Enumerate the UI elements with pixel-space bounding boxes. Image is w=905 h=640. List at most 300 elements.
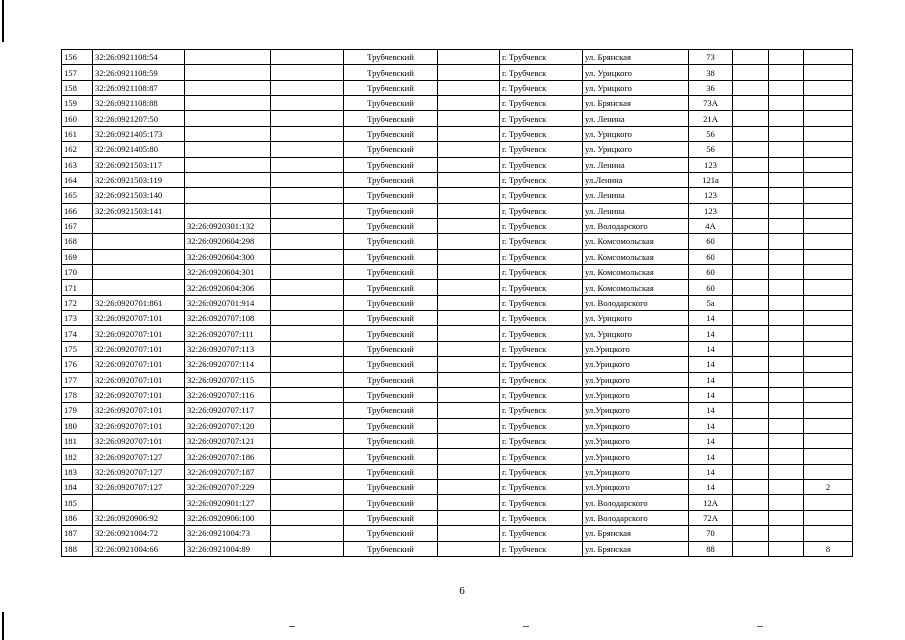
cell-cadastral-number-parcel: [93, 249, 185, 264]
cell-cadastral-number-parcel: 32:26:0920707:101: [93, 357, 185, 372]
cell-locality: г. Трубчевск: [500, 372, 583, 387]
cell-empty-column: [271, 65, 344, 80]
table-row: [62, 96, 853, 111]
table-row: [62, 526, 853, 541]
cell-extra-column-2: [769, 418, 804, 433]
cell-extra-column-3: [804, 111, 853, 126]
cell-empty-column: [271, 510, 344, 525]
cell-extra-column-3: [804, 295, 853, 310]
cell-empty-column: [271, 372, 344, 387]
cell-cadastral-number-parcel: 32:26:0920707:101: [93, 326, 185, 341]
cell-extra-column-2: [769, 449, 804, 464]
cell-extra-column-3: [804, 311, 853, 326]
cell-empty-column-2: [438, 480, 500, 495]
table-body: [62, 50, 853, 557]
cell-locality: г. Трубчевск: [500, 157, 583, 172]
cell-locality: г. Трубчевск: [500, 387, 583, 402]
cell-extra-column-3: 8: [804, 541, 853, 556]
cell-cadastral-number-building: 32:26:0920707:114: [185, 357, 271, 372]
scan-artifact: [523, 626, 529, 627]
cell-house-number: 14: [689, 341, 733, 356]
cell-empty-column: [271, 249, 344, 264]
cell-cadastral-number-parcel: 32:26:0921503:140: [93, 188, 185, 203]
cell-locality: г. Трубчевск: [500, 526, 583, 541]
table-row: [62, 126, 853, 141]
cell-street: ул. Ленина: [583, 111, 689, 126]
cell-extra-column-2: [769, 387, 804, 402]
cell-empty-column: [271, 111, 344, 126]
cell-extra-column-3: [804, 50, 853, 65]
cell-extra-column-2: [769, 280, 804, 295]
cell-street: ул.Урицкого: [583, 372, 689, 387]
cell-house-number: 5а: [689, 295, 733, 310]
cell-street: ул.Урицкого: [583, 433, 689, 448]
cell-empty-column: [271, 50, 344, 65]
cell-extra-column-2: [769, 80, 804, 95]
cell-house-number: 56: [689, 126, 733, 141]
cell-cadastral-number-parcel: 32:26:0921503:117: [93, 157, 185, 172]
cell-district: Трубчевский: [344, 510, 438, 525]
cell-extra-column-1: [733, 96, 769, 111]
cell-cadastral-number-building: 32:26:0920301:132: [185, 218, 271, 233]
table-row: [62, 80, 853, 95]
cell-empty-column-2: [438, 80, 500, 95]
cell-extra-column-2: [769, 172, 804, 187]
cell-empty-column-2: [438, 464, 500, 479]
cell-street: ул. Володарского: [583, 510, 689, 525]
cell-row-number: 161: [62, 126, 93, 141]
cell-locality: г. Трубчевск: [500, 433, 583, 448]
cell-extra-column-1: [733, 311, 769, 326]
cell-cadastral-number-parcel: 32:26:0921108:88: [93, 96, 185, 111]
cell-cadastral-number-building: 32:26:0920707:117: [185, 403, 271, 418]
cell-cadastral-number-building: [185, 96, 271, 111]
cell-extra-column-1: [733, 326, 769, 341]
cell-locality: г. Трубчевск: [500, 203, 583, 218]
cell-extra-column-1: [733, 234, 769, 249]
cell-row-number: 183: [62, 464, 93, 479]
cell-street: ул. Ленина: [583, 203, 689, 218]
cell-empty-column-2: [438, 96, 500, 111]
cell-house-number: 88: [689, 541, 733, 556]
cell-empty-column-2: [438, 218, 500, 233]
cell-extra-column-3: [804, 265, 853, 280]
cell-empty-column-2: [438, 449, 500, 464]
cell-cadastral-number-building: [185, 80, 271, 95]
cell-cadastral-number-parcel: 32:26:0920707:101: [93, 311, 185, 326]
cell-extra-column-3: [804, 387, 853, 402]
cell-cadastral-number-building: 32:26:0920604:301: [185, 265, 271, 280]
cell-empty-column: [271, 464, 344, 479]
cell-street: ул. Урицкого: [583, 311, 689, 326]
page-number: 6: [459, 585, 465, 597]
cell-extra-column-2: [769, 218, 804, 233]
cell-extra-column-2: [769, 157, 804, 172]
cell-house-number: 73: [689, 50, 733, 65]
cell-cadastral-number-building: 32:26:0920604:300: [185, 249, 271, 264]
cell-street: ул.Урицкого: [583, 464, 689, 479]
cell-extra-column-1: [733, 495, 769, 510]
cell-row-number: 184: [62, 480, 93, 495]
cell-locality: г. Трубчевск: [500, 311, 583, 326]
cell-empty-column-2: [438, 357, 500, 372]
cell-empty-column-2: [438, 50, 500, 65]
cell-empty-column: [271, 541, 344, 556]
cell-district: Трубчевский: [344, 50, 438, 65]
cell-empty-column: [271, 188, 344, 203]
cell-locality: г. Трубчевск: [500, 449, 583, 464]
cell-empty-column: [271, 218, 344, 233]
cell-cadastral-number-building: [185, 50, 271, 65]
cell-cadastral-number-building: 32:26:0920707:113: [185, 341, 271, 356]
cell-locality: г. Трубчевск: [500, 418, 583, 433]
cell-extra-column-3: [804, 341, 853, 356]
table-row: [62, 188, 853, 203]
cell-empty-column-2: [438, 372, 500, 387]
cell-empty-column-2: [438, 249, 500, 264]
cell-extra-column-3: [804, 142, 853, 157]
cell-extra-column-1: [733, 480, 769, 495]
cell-extra-column-3: [804, 188, 853, 203]
cell-extra-column-3: [804, 234, 853, 249]
cell-house-number: 14: [689, 418, 733, 433]
cell-extra-column-3: [804, 326, 853, 341]
cell-district: Трубчевский: [344, 326, 438, 341]
cell-empty-column-2: [438, 111, 500, 126]
cell-empty-column: [271, 203, 344, 218]
cell-district: Трубчевский: [344, 234, 438, 249]
cell-empty-column-2: [438, 495, 500, 510]
table-row: [62, 311, 853, 326]
cell-extra-column-1: [733, 464, 769, 479]
cell-row-number: 174: [62, 326, 93, 341]
cell-row-number: 179: [62, 403, 93, 418]
cell-street: ул. Урицкого: [583, 126, 689, 141]
cell-house-number: 14: [689, 403, 733, 418]
cell-row-number: 177: [62, 372, 93, 387]
cell-locality: г. Трубчевск: [500, 495, 583, 510]
table-row: [62, 480, 853, 495]
cell-house-number: 72А: [689, 510, 733, 525]
cell-cadastral-number-parcel: 32:26:0921108:59: [93, 65, 185, 80]
cell-district: Трубчевский: [344, 249, 438, 264]
cell-empty-column-2: [438, 203, 500, 218]
cell-row-number: 164: [62, 172, 93, 187]
cell-locality: г. Трубчевск: [500, 357, 583, 372]
cell-cadastral-number-building: 32:26:0920701:914: [185, 295, 271, 310]
cell-street: ул. Володарского: [583, 295, 689, 310]
cell-row-number: 175: [62, 341, 93, 356]
cell-house-number: 123: [689, 157, 733, 172]
cell-extra-column-2: [769, 295, 804, 310]
cell-extra-column-3: 2: [804, 480, 853, 495]
cell-extra-column-3: [804, 157, 853, 172]
cell-extra-column-1: [733, 526, 769, 541]
cell-house-number: 14: [689, 372, 733, 387]
cell-cadastral-number-building: 32:26:0920604:306: [185, 280, 271, 295]
cell-empty-column-2: [438, 311, 500, 326]
cell-cadastral-number-building: 32:26:0920707:108: [185, 311, 271, 326]
cell-row-number: 160: [62, 111, 93, 126]
cell-empty-column-2: [438, 265, 500, 280]
cell-extra-column-3: [804, 464, 853, 479]
cell-row-number: 185: [62, 495, 93, 510]
cell-cadastral-number-building: 32:26:0921004:89: [185, 541, 271, 556]
cell-extra-column-2: [769, 126, 804, 141]
cell-extra-column-1: [733, 295, 769, 310]
cell-street: ул. Брянская: [583, 50, 689, 65]
cell-row-number: 165: [62, 188, 93, 203]
cell-house-number: 14: [689, 480, 733, 495]
cell-extra-column-2: [769, 311, 804, 326]
cell-empty-column-2: [438, 126, 500, 141]
cell-cadastral-number-building: [185, 111, 271, 126]
table-row: [62, 495, 853, 510]
cell-extra-column-3: [804, 433, 853, 448]
cell-street: ул. Ленина: [583, 188, 689, 203]
table-row: [62, 280, 853, 295]
cell-extra-column-1: [733, 218, 769, 233]
cell-cadastral-number-parcel: 32:26:0921405:80: [93, 142, 185, 157]
cell-locality: г. Трубчевск: [500, 111, 583, 126]
cell-cadastral-number-building: 32:26:0920707:187: [185, 464, 271, 479]
cell-extra-column-3: [804, 280, 853, 295]
cell-cadastral-number-parcel: 32:26:0921503:119: [93, 172, 185, 187]
cell-empty-column: [271, 80, 344, 95]
cell-cadastral-number-parcel: 32:26:0921503:141: [93, 203, 185, 218]
cell-cadastral-number-parcel: 32:26:0921207:50: [93, 111, 185, 126]
cell-cadastral-number-parcel: 32:26:0920707:127: [93, 464, 185, 479]
cell-empty-column-2: [438, 403, 500, 418]
cell-cadastral-number-building: 32:26:0920707:186: [185, 449, 271, 464]
cell-extra-column-1: [733, 433, 769, 448]
table-row: [62, 372, 853, 387]
cell-extra-column-1: [733, 418, 769, 433]
cell-district: Трубчевский: [344, 311, 438, 326]
cell-district: Трубчевский: [344, 449, 438, 464]
cell-district: Трубчевский: [344, 111, 438, 126]
cell-cadastral-number-building: [185, 142, 271, 157]
table-row: [62, 295, 853, 310]
cell-empty-column: [271, 403, 344, 418]
cell-cadastral-number-building: 32:26:0921004:73: [185, 526, 271, 541]
table-row: [62, 249, 853, 264]
cell-empty-column-2: [438, 387, 500, 402]
cell-extra-column-1: [733, 280, 769, 295]
cell-empty-column: [271, 280, 344, 295]
cell-cadastral-number-parcel: 32:26:0920707:101: [93, 341, 185, 356]
cell-cadastral-number-parcel: [93, 495, 185, 510]
cell-empty-column-2: [438, 433, 500, 448]
cell-cadastral-number-parcel: 32:26:0920707:101: [93, 418, 185, 433]
cell-extra-column-2: [769, 265, 804, 280]
cell-extra-column-3: [804, 372, 853, 387]
table-row: [62, 341, 853, 356]
cell-street: ул. Комсомольская: [583, 249, 689, 264]
cell-extra-column-2: [769, 372, 804, 387]
cell-extra-column-2: [769, 234, 804, 249]
cell-district: Трубчевский: [344, 357, 438, 372]
cell-empty-column-2: [438, 65, 500, 80]
cell-row-number: 171: [62, 280, 93, 295]
cell-row-number: 157: [62, 65, 93, 80]
cell-row-number: 168: [62, 234, 93, 249]
cell-cadastral-number-building: 32:26:0920906:100: [185, 510, 271, 525]
cell-empty-column-2: [438, 157, 500, 172]
cell-street: ул.Урицкого: [583, 403, 689, 418]
table-row: [62, 433, 853, 448]
cell-extra-column-1: [733, 403, 769, 418]
cell-empty-column: [271, 96, 344, 111]
cell-street: ул. Комсомольская: [583, 280, 689, 295]
cell-district: Трубчевский: [344, 480, 438, 495]
cell-locality: г. Трубчевск: [500, 541, 583, 556]
cell-cadastral-number-parcel: 32:26:0920701:861: [93, 295, 185, 310]
table-row: [62, 111, 853, 126]
cell-district: Трубчевский: [344, 265, 438, 280]
cell-street: ул.Ленина: [583, 172, 689, 187]
cell-extra-column-3: [804, 65, 853, 80]
cell-extra-column-1: [733, 142, 769, 157]
cell-locality: г. Трубчевск: [500, 265, 583, 280]
cell-row-number: 156: [62, 50, 93, 65]
cell-locality: г. Трубчевск: [500, 403, 583, 418]
cell-empty-column: [271, 265, 344, 280]
scan-artifact: [757, 626, 763, 627]
cell-extra-column-3: [804, 403, 853, 418]
cell-cadastral-number-building: [185, 157, 271, 172]
cell-street: ул. Володарского: [583, 218, 689, 233]
cell-extra-column-1: [733, 50, 769, 65]
cell-extra-column-3: [804, 449, 853, 464]
cell-street: ул. Урицкого: [583, 65, 689, 80]
cell-street: ул. Комсомольская: [583, 265, 689, 280]
table-row: [62, 218, 853, 233]
cell-house-number: 36: [689, 80, 733, 95]
cell-empty-column: [271, 311, 344, 326]
cell-extra-column-2: [769, 526, 804, 541]
cell-locality: г. Трубчевск: [500, 510, 583, 525]
table-row: [62, 157, 853, 172]
cell-district: Трубчевский: [344, 65, 438, 80]
cell-extra-column-2: [769, 111, 804, 126]
cell-extra-column-3: [804, 249, 853, 264]
cell-extra-column-1: [733, 157, 769, 172]
cell-extra-column-2: [769, 541, 804, 556]
cell-street: ул.Урицкого: [583, 480, 689, 495]
cell-extra-column-1: [733, 357, 769, 372]
cell-row-number: 187: [62, 526, 93, 541]
cell-house-number: 70: [689, 526, 733, 541]
cell-cadastral-number-parcel: [93, 218, 185, 233]
cell-cadastral-number-parcel: 32:26:0920707:127: [93, 480, 185, 495]
cell-empty-column-2: [438, 326, 500, 341]
cell-district: Трубчевский: [344, 280, 438, 295]
cell-house-number: 21А: [689, 111, 733, 126]
table-row: [62, 326, 853, 341]
cell-house-number: 60: [689, 265, 733, 280]
cell-extra-column-2: [769, 341, 804, 356]
cell-cadastral-number-parcel: [93, 265, 185, 280]
table-row: [62, 50, 853, 65]
cell-cadastral-number-parcel: 32:26:0921108:54: [93, 50, 185, 65]
cell-locality: г. Трубчевск: [500, 65, 583, 80]
cell-street: ул. Володарского: [583, 495, 689, 510]
cell-house-number: 12А: [689, 495, 733, 510]
property-registry-table: [61, 49, 853, 557]
cell-row-number: 178: [62, 387, 93, 402]
cell-house-number: 121а: [689, 172, 733, 187]
cell-extra-column-1: [733, 387, 769, 402]
cell-locality: г. Трубчевск: [500, 80, 583, 95]
cell-street: ул.Урицкого: [583, 341, 689, 356]
cell-locality: г. Трубчевск: [500, 295, 583, 310]
cell-street: ул. Комсомольская: [583, 234, 689, 249]
cell-empty-column-2: [438, 510, 500, 525]
cell-house-number: 56: [689, 142, 733, 157]
cell-extra-column-3: [804, 96, 853, 111]
cell-cadastral-number-building: 32:26:0920707:115: [185, 372, 271, 387]
cell-house-number: 60: [689, 234, 733, 249]
cell-district: Трубчевский: [344, 341, 438, 356]
cell-extra-column-1: [733, 203, 769, 218]
cell-street: ул. Брянская: [583, 526, 689, 541]
cell-empty-column-2: [438, 188, 500, 203]
cell-house-number: 4А: [689, 218, 733, 233]
cell-empty-column-2: [438, 541, 500, 556]
cell-cadastral-number-parcel: 32:26:0921405:173: [93, 126, 185, 141]
cell-cadastral-number-building: 32:26:0920707:229: [185, 480, 271, 495]
cell-cadastral-number-building: [185, 203, 271, 218]
cell-extra-column-3: [804, 495, 853, 510]
cell-empty-column: [271, 387, 344, 402]
cell-extra-column-3: [804, 172, 853, 187]
cell-extra-column-1: [733, 249, 769, 264]
cell-empty-column: [271, 341, 344, 356]
cell-empty-column: [271, 418, 344, 433]
cell-extra-column-3: [804, 418, 853, 433]
scan-edge-mark: [2, 0, 4, 42]
cell-district: Трубчевский: [344, 387, 438, 402]
cell-cadastral-number-parcel: [93, 280, 185, 295]
cell-extra-column-2: [769, 249, 804, 264]
table-row: [62, 403, 853, 418]
cell-extra-column-2: [769, 357, 804, 372]
cell-street: ул.Урицкого: [583, 449, 689, 464]
cell-cadastral-number-building: 32:26:0920707:121: [185, 433, 271, 448]
cell-cadastral-number-parcel: [93, 234, 185, 249]
cell-empty-column: [271, 172, 344, 187]
table-row: [62, 418, 853, 433]
scan-artifact: [289, 626, 295, 627]
cell-house-number: 60: [689, 249, 733, 264]
cell-row-number: 180: [62, 418, 93, 433]
table-row: [62, 65, 853, 80]
cell-extra-column-2: [769, 50, 804, 65]
cell-row-number: 167: [62, 218, 93, 233]
cell-row-number: 169: [62, 249, 93, 264]
cell-district: Трубчевский: [344, 433, 438, 448]
cell-district: Трубчевский: [344, 157, 438, 172]
cell-house-number: 14: [689, 357, 733, 372]
cell-street: ул. Ленина: [583, 157, 689, 172]
cell-district: Трубчевский: [344, 188, 438, 203]
table-row: [62, 387, 853, 402]
cell-extra-column-1: [733, 80, 769, 95]
cell-district: Трубчевский: [344, 403, 438, 418]
cell-extra-column-2: [769, 464, 804, 479]
table-row: [62, 510, 853, 525]
